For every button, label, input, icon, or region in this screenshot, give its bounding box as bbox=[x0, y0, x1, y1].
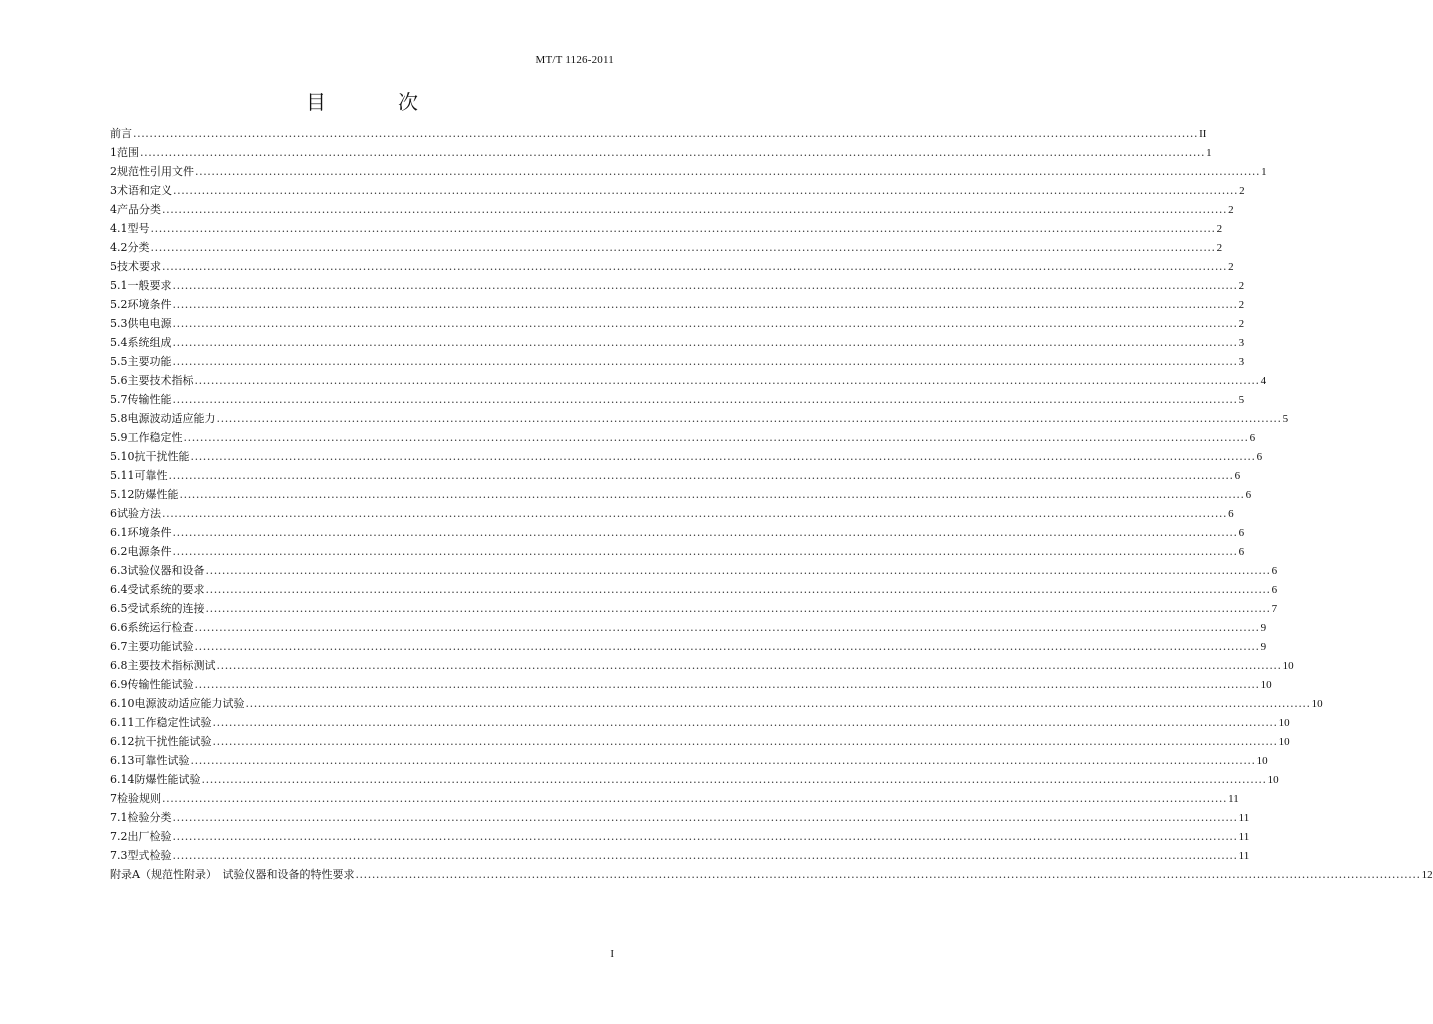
toc-entry-number: 6.12 bbox=[110, 735, 135, 748]
toc-entry-label: 出厂检验 bbox=[127, 830, 172, 843]
toc-entry-number: 5.7 bbox=[110, 393, 128, 406]
toc-entry-number: 5.6 bbox=[110, 374, 128, 387]
toc-entry-number: 5.1 bbox=[110, 279, 128, 292]
toc-entry-page: 6 bbox=[1249, 432, 1256, 444]
toc-entry-number: 7.1 bbox=[110, 811, 128, 824]
toc-entry-number: 6.14 bbox=[110, 773, 135, 786]
toc-entry-label: 附录A（规范性附录） 试验仪器和设备的特性要求 bbox=[110, 868, 355, 881]
toc-dot-leader: .................................................................................................................................................................................................................................................................... bbox=[172, 355, 1238, 368]
toc-dot-leader: .................................................................................................................................................................................................................................................................... bbox=[194, 640, 1260, 653]
toc-entry-label: 传输性能 bbox=[127, 393, 172, 406]
toc-entry bbox=[110, 865, 1433, 884]
toc-entry-label: 一般要求 bbox=[127, 279, 172, 292]
toc-entry-page: 11 bbox=[1238, 850, 1250, 862]
toc-entry bbox=[110, 295, 1245, 314]
toc-entry-label: 工作稳定性试验 bbox=[134, 716, 212, 729]
toc-dot-leader: .................................................................................................................................................................................................................................................................... bbox=[183, 431, 1249, 444]
toc-entry-number: 6.10 bbox=[110, 697, 135, 710]
toc-entry-page: 6 bbox=[1238, 527, 1245, 539]
toc-entry-number: 4.2 bbox=[110, 241, 128, 254]
toc-entry-page: 1 bbox=[1206, 147, 1212, 159]
toc-dot-leader: .................................................................................................................................................................................................................................................................... bbox=[216, 659, 1282, 672]
toc-entry-number: 5.5 bbox=[110, 355, 128, 368]
toc-entry bbox=[110, 542, 1245, 561]
toc-entry-page: 11 bbox=[1228, 793, 1239, 805]
toc-entry bbox=[110, 371, 1267, 390]
toc-entry-label: 分类 bbox=[127, 241, 150, 254]
toc-entry-page: 10 bbox=[1278, 717, 1290, 729]
toc-entry bbox=[110, 694, 1323, 713]
toc-entry bbox=[110, 200, 1234, 219]
toc-dot-leader: .................................................................................................................................................................................................................................................................... bbox=[205, 564, 1271, 577]
toc-entry bbox=[110, 219, 1223, 238]
toc-dot-leader: .................................................................................................................................................................................................................................................................... bbox=[150, 241, 1216, 254]
toc-entry-number: 6.5 bbox=[110, 602, 128, 615]
toc-dot-leader: .................................................................................................................................................................................................................................................................... bbox=[162, 792, 1228, 805]
toc-entry-page: 3 bbox=[1238, 337, 1245, 349]
toc-entry-number: 5.9 bbox=[110, 431, 128, 444]
toc-dot-leader: .................................................................................................................................................................................................................................................................... bbox=[212, 735, 1278, 748]
toc-entry-page: 10 bbox=[1278, 736, 1290, 748]
toc-entry bbox=[110, 504, 1234, 523]
toc-entry-number: 4 bbox=[110, 203, 117, 216]
toc-entry-number: 6 bbox=[110, 507, 117, 520]
toc-entry bbox=[110, 656, 1294, 675]
toc-dot-leader: .................................................................................................................................................................................................................................................................... bbox=[150, 222, 1216, 235]
toc-entry-page: 6 bbox=[1256, 451, 1263, 463]
toc-dot-leader: .................................................................................................................................................................................................................................................................... bbox=[162, 507, 1228, 520]
toc-entry bbox=[110, 238, 1223, 257]
toc-entry-label: 主要功能试验 bbox=[127, 640, 194, 653]
toc-entry bbox=[110, 808, 1250, 827]
toc-entry-page: 2 bbox=[1239, 185, 1245, 197]
toc-entry-label: 供电电源 bbox=[127, 317, 172, 330]
toc-entry-page: 6 bbox=[1228, 508, 1234, 520]
toc-dot-leader: .................................................................................................................................................................................................................................................................... bbox=[172, 393, 1238, 406]
toc-dot-leader: .................................................................................................................................................................................................................................................................... bbox=[179, 488, 1245, 501]
toc-entry bbox=[110, 618, 1267, 637]
toc-dot-leader: .................................................................................................................................................................................................................................................................... bbox=[168, 469, 1234, 482]
toc-entry-number: 7 bbox=[110, 792, 117, 805]
toc-entry-label: 系统组成 bbox=[127, 336, 172, 349]
toc-dot-leader: .................................................................................................................................................................................................................................................................... bbox=[172, 317, 1238, 330]
toc-entry-label: 试验仪器和设备 bbox=[127, 564, 205, 577]
toc-dot-leader: .................................................................................................................................................................................................................................................................... bbox=[190, 754, 1256, 767]
toc-entry-number: 6.7 bbox=[110, 640, 128, 653]
toc-entry-page: 10 bbox=[1256, 755, 1268, 767]
toc-entry-page: 10 bbox=[1282, 660, 1294, 672]
footer-page-number: I bbox=[610, 948, 614, 960]
toc-entry bbox=[110, 675, 1272, 694]
toc-entry bbox=[110, 827, 1250, 846]
toc-entry-page: II bbox=[1199, 128, 1207, 140]
toc-entry-label: 环境条件 bbox=[127, 298, 172, 311]
toc-entry bbox=[110, 751, 1268, 770]
toc-entry-page: 10 bbox=[1260, 679, 1272, 691]
toc-entry bbox=[110, 466, 1241, 485]
toc-entry-page: 6 bbox=[1234, 470, 1241, 482]
toc-dot-leader: .................................................................................................................................................................................................................................................................... bbox=[172, 849, 1238, 862]
toc-entry-page: 10 bbox=[1267, 774, 1279, 786]
toc-dot-leader: .................................................................................................................................................................................................................................................................... bbox=[245, 697, 1311, 710]
toc-entry bbox=[110, 561, 1278, 580]
toc-entry-number: 5 bbox=[110, 260, 117, 273]
toc-entry-label: 受试系统的要求 bbox=[127, 583, 205, 596]
toc-entry-number: 6.9 bbox=[110, 678, 128, 691]
toc-entry-page: 7 bbox=[1271, 603, 1278, 615]
toc-entry-label: 前言 bbox=[110, 127, 132, 140]
toc-entry-label: 环境条件 bbox=[127, 526, 172, 539]
toc-dot-leader: .................................................................................................................................................................................................................................................................... bbox=[162, 260, 1228, 273]
toc-entry bbox=[110, 390, 1245, 409]
toc-entry bbox=[110, 276, 1245, 295]
toc-entry bbox=[110, 523, 1245, 542]
toc-entry-page: 6 bbox=[1271, 584, 1278, 596]
toc-entry-label: 检验分类 bbox=[127, 811, 172, 824]
toc-entry-page: 2 bbox=[1238, 299, 1245, 311]
toc-entry-number: 7.3 bbox=[110, 849, 128, 862]
toc-entry bbox=[110, 352, 1245, 371]
toc-entry-label: 防爆性能 bbox=[134, 488, 179, 501]
toc-entry-label: 型号 bbox=[127, 222, 150, 235]
toc-dot-leader: .................................................................................................................................................................................................................................................................... bbox=[190, 450, 1256, 463]
toc-dot-leader: .................................................................................................................................................................................................................................................................... bbox=[140, 146, 1206, 159]
toc-entry-number: 5.11 bbox=[110, 469, 135, 482]
toc-entry-page: 6 bbox=[1271, 565, 1278, 577]
toc-entry-label: 抗干扰性能试验 bbox=[134, 735, 212, 748]
toc-entry-label: 系统运行检查 bbox=[127, 621, 194, 634]
table-of-contents bbox=[110, 124, 1433, 884]
toc-dot-leader: .................................................................................................................................................................................................................................................................... bbox=[173, 184, 1239, 197]
toc-dot-leader: .................................................................................................................................................................................................................................................................... bbox=[205, 583, 1271, 596]
toc-entry bbox=[110, 333, 1245, 352]
toc-entry-label: 电源波动适应能力 bbox=[127, 412, 216, 425]
toc-entry-page: 3 bbox=[1238, 356, 1245, 368]
toc-entry bbox=[110, 580, 1278, 599]
toc-entry-number: 5.8 bbox=[110, 412, 128, 425]
toc-entry bbox=[110, 143, 1212, 162]
toc-entry-number: 2 bbox=[110, 165, 117, 178]
toc-entry-number: 6.1 bbox=[110, 526, 128, 539]
toc-entry bbox=[110, 599, 1278, 618]
toc-entry-label: 试验方法 bbox=[117, 507, 161, 520]
toc-entry-page: 2 bbox=[1238, 318, 1245, 330]
toc-entry-page: 5 bbox=[1238, 394, 1245, 406]
toc-entry bbox=[110, 257, 1234, 276]
toc-entry-page: 6 bbox=[1238, 546, 1245, 558]
toc-entry-page: 9 bbox=[1260, 622, 1267, 634]
toc-dot-leader: .................................................................................................................................................................................................................................................................... bbox=[133, 127, 1199, 140]
toc-entry-number: 3 bbox=[110, 184, 117, 197]
toc-entry-number: 6.6 bbox=[110, 621, 128, 634]
toc-entry-number: 5.2 bbox=[110, 298, 128, 311]
toc-entry-label: 规范性引用文件 bbox=[117, 165, 194, 178]
toc-entry-page: 11 bbox=[1238, 831, 1250, 843]
toc-entry-page: 4 bbox=[1260, 375, 1267, 387]
toc-entry-label: 可靠性 bbox=[134, 469, 168, 482]
toc-entry bbox=[110, 770, 1279, 789]
toc-dot-leader: .................................................................................................................................................................................................................................................................... bbox=[172, 830, 1238, 843]
toc-entry-label: 检验规则 bbox=[117, 792, 161, 805]
toc-dot-leader: .................................................................................................................................................................................................................................................................... bbox=[172, 279, 1238, 292]
toc-entry-label: 型式检验 bbox=[127, 849, 172, 862]
toc-entry-label: 主要功能 bbox=[127, 355, 172, 368]
toc-entry-number: 5.3 bbox=[110, 317, 128, 330]
toc-entry-number: 7.2 bbox=[110, 830, 128, 843]
toc-entry bbox=[110, 789, 1239, 808]
toc-entry-page: 12 bbox=[1421, 869, 1433, 881]
toc-entry-number: 5.4 bbox=[110, 336, 128, 349]
toc-entry-page: 2 bbox=[1228, 261, 1234, 273]
toc-dot-leader: .................................................................................................................................................................................................................................................................... bbox=[212, 716, 1278, 729]
toc-entry bbox=[110, 162, 1267, 181]
toc-entry-label: 主要技术指标测试 bbox=[127, 659, 216, 672]
toc-entry bbox=[110, 181, 1245, 200]
toc-dot-leader: .................................................................................................................................................................................................................................................................... bbox=[355, 868, 1421, 881]
standard-code: MT/T 1126-2011 bbox=[535, 54, 614, 66]
toc-entry-number: 6.8 bbox=[110, 659, 128, 672]
toc-entry-page: 6 bbox=[1245, 489, 1252, 501]
toc-entry-number: 1 bbox=[110, 146, 117, 159]
toc-entry bbox=[110, 314, 1245, 333]
toc-entry bbox=[110, 713, 1290, 732]
toc-entry-label: 主要技术指标 bbox=[127, 374, 194, 387]
toc-entry-page: 2 bbox=[1216, 242, 1223, 254]
page-title: 目 次 bbox=[306, 90, 444, 114]
toc-entry-label: 技术要求 bbox=[117, 260, 161, 273]
toc-dot-leader: .................................................................................................................................................................................................................................................................... bbox=[172, 526, 1238, 539]
toc-entry-number: 5.10 bbox=[110, 450, 135, 463]
toc-dot-leader: .................................................................................................................................................................................................................................................................... bbox=[195, 165, 1261, 178]
toc-entry bbox=[110, 732, 1290, 751]
toc-dot-leader: .................................................................................................................................................................................................................................................................... bbox=[216, 412, 1282, 425]
toc-dot-leader: .................................................................................................................................................................................................................................................................... bbox=[205, 602, 1271, 615]
toc-entry-number: 6.4 bbox=[110, 583, 128, 596]
toc-dot-leader: .................................................................................................................................................................................................................................................................... bbox=[201, 773, 1267, 786]
toc-entry-label: 工作稳定性 bbox=[127, 431, 183, 444]
toc-entry-label: 电源条件 bbox=[127, 545, 172, 558]
toc-entry bbox=[110, 846, 1250, 865]
toc-entry-label: 产品分类 bbox=[117, 203, 161, 216]
toc-entry-number: 6.2 bbox=[110, 545, 128, 558]
toc-entry bbox=[110, 124, 1207, 143]
toc-entry-number: 6.11 bbox=[110, 716, 135, 729]
toc-entry-label: 防爆性能试验 bbox=[134, 773, 201, 786]
toc-entry-number: 4.1 bbox=[110, 222, 128, 235]
toc-entry-number: 6.13 bbox=[110, 754, 135, 767]
toc-entry-label: 电源波动适应能力试验 bbox=[134, 697, 245, 710]
toc-entry bbox=[110, 637, 1267, 656]
toc-dot-leader: .................................................................................................................................................................................................................................................................... bbox=[194, 678, 1260, 691]
toc-dot-leader: .................................................................................................................................................................................................................................................................... bbox=[172, 811, 1238, 824]
toc-dot-leader: .................................................................................................................................................................................................................................................................... bbox=[194, 621, 1260, 634]
toc-entry bbox=[110, 428, 1256, 447]
toc-entry-page: 9 bbox=[1260, 641, 1267, 653]
toc-dot-leader: .................................................................................................................................................................................................................................................................... bbox=[172, 545, 1238, 558]
toc-dot-leader: .................................................................................................................................................................................................................................................................... bbox=[162, 203, 1228, 216]
toc-entry-label: 术语和定义 bbox=[117, 184, 172, 197]
toc-entry-label: 范围 bbox=[117, 146, 139, 159]
toc-entry-page: 1 bbox=[1261, 166, 1267, 178]
toc-entry bbox=[110, 485, 1252, 504]
toc-entry bbox=[110, 409, 1289, 428]
toc-entry-page: 2 bbox=[1228, 204, 1234, 216]
toc-entry-page: 11 bbox=[1238, 812, 1250, 824]
toc-entry-number: 6.3 bbox=[110, 564, 128, 577]
toc-entry-page: 2 bbox=[1238, 280, 1245, 292]
toc-entry-label: 受试系统的连接 bbox=[127, 602, 205, 615]
toc-entry bbox=[110, 447, 1263, 466]
toc-entry-label: 传输性能试验 bbox=[127, 678, 194, 691]
toc-dot-leader: .................................................................................................................................................................................................................................................................... bbox=[172, 298, 1238, 311]
toc-dot-leader: .................................................................................................................................................................................................................................................................... bbox=[172, 336, 1238, 349]
toc-dot-leader: .................................................................................................................................................................................................................................................................... bbox=[194, 374, 1260, 387]
toc-entry-page: 2 bbox=[1216, 223, 1223, 235]
toc-entry-page: 10 bbox=[1311, 698, 1323, 710]
toc-entry-label: 抗干扰性能 bbox=[134, 450, 190, 463]
toc-entry-page: 5 bbox=[1282, 413, 1289, 425]
toc-entry-number: 5.12 bbox=[110, 488, 135, 501]
toc-entry-label: 可靠性试验 bbox=[134, 754, 190, 767]
